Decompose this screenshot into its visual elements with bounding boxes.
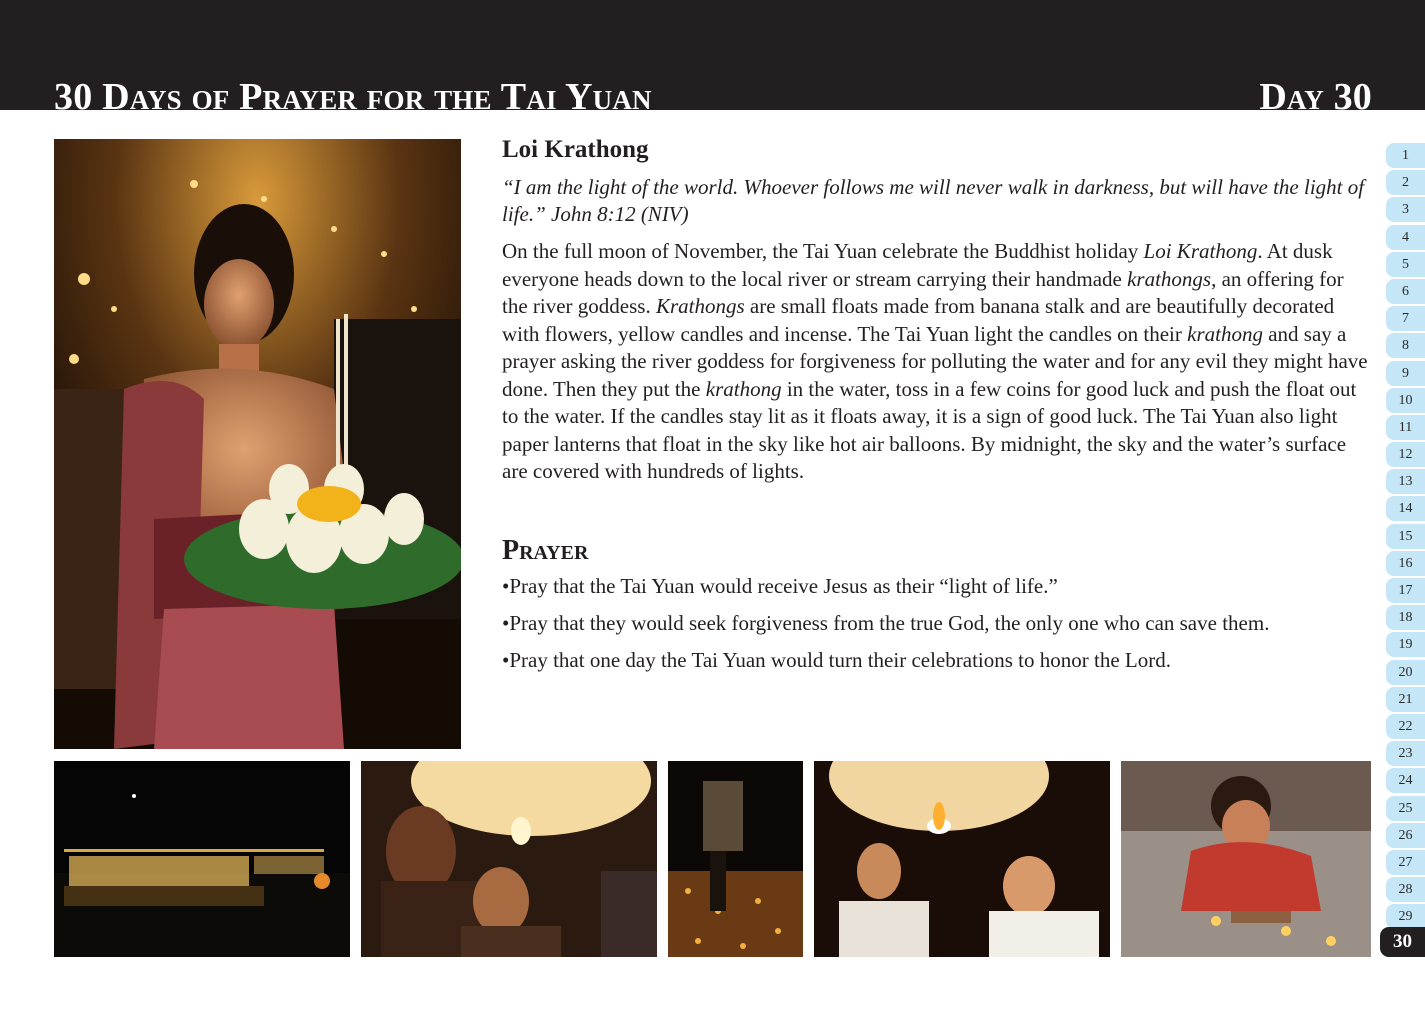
- tab-day-22[interactable]: 22: [1386, 714, 1425, 739]
- tab-day-4[interactable]: 4: [1386, 225, 1425, 250]
- body-text-segment: are small floats made from banana stalk and are beautifully decorated with flowers, yellow candles and incense. The Tai Yuan light the candles on their: [502, 294, 1335, 346]
- tab-day-15[interactable]: 15: [1386, 524, 1425, 549]
- prayer-heading: Prayer: [502, 534, 589, 566]
- photo-temple-candles: [668, 761, 803, 957]
- tab-day-1[interactable]: 1: [1386, 143, 1425, 168]
- italic-term: Loi Krathong: [1143, 239, 1258, 263]
- tab-day-27[interactable]: 27: [1386, 850, 1425, 875]
- tab-day-30-active[interactable]: 30: [1380, 927, 1425, 957]
- day-label: Day 30: [1259, 76, 1372, 110]
- tab-day-12[interactable]: 12: [1386, 442, 1425, 467]
- tab-day-8[interactable]: 8: [1386, 333, 1425, 358]
- article-body: [502, 238, 1372, 486]
- tab-day-18[interactable]: 18: [1386, 605, 1425, 630]
- tab-day-25[interactable]: 25: [1386, 796, 1425, 821]
- italic-term: krathong: [1187, 321, 1263, 346]
- scripture-quote: “I am the light of the world. Whoever follows me will never walk in darkness, but will have the light of life.” John 8:12 (NIV): [502, 175, 1365, 226]
- article-subtitle: Loi Krathong: [502, 136, 649, 163]
- tab-day-28[interactable]: 28: [1386, 877, 1425, 902]
- tab-day-13[interactable]: 13: [1386, 469, 1425, 494]
- photo-lantern-release: [361, 761, 657, 957]
- tab-day-24[interactable]: 24: [1386, 768, 1425, 793]
- tab-day-21[interactable]: 21: [1386, 687, 1425, 712]
- photo-women-lantern: [814, 761, 1110, 957]
- tab-day-20[interactable]: 20: [1386, 660, 1425, 685]
- tab-day-17[interactable]: 17: [1386, 578, 1425, 603]
- photo-boy-candles: [1121, 761, 1371, 957]
- tab-day-11[interactable]: 11: [1386, 415, 1425, 440]
- tab-day-2[interactable]: 2: [1386, 170, 1425, 195]
- page-header: [0, 0, 1425, 110]
- prayer-item: •Pray that one day the Tai Yuan would turn their celebrations to honor the Lord.: [502, 647, 1171, 672]
- body-text-segment: in the water, toss in a few coins for good luck and push the float out to the water. If the candles stay lit as it floats away, it is a sign of good luck. The Tai Yuan also light paper lanterns that float in the sky like hot air balloons. By midnight, the sky and the water’s surface are covered with hundreds of lights.: [502, 376, 1357, 483]
- tab-day-3[interactable]: 3: [1386, 197, 1425, 222]
- article-content: [502, 134, 1372, 683]
- tab-day-23[interactable]: 23: [1386, 741, 1425, 766]
- body-text-segment: On the full moon of November, the Tai Yuan celebrate the Buddhist holiday: [502, 239, 1144, 263]
- main-photo-woman-krathong: [54, 139, 461, 749]
- body-text-segment: and say a prayer asking the river goddess for forgiveness for polluting the water and for any evil they might have done. Then they put the: [502, 321, 1368, 401]
- prayer-item: •Pray that they would seek forgiveness from the true God, the only one who can save them.: [502, 610, 1270, 635]
- tab-day-19[interactable]: 19: [1386, 632, 1425, 657]
- tab-day-29[interactable]: 29: [1386, 904, 1425, 929]
- italic-term: krathong: [705, 376, 782, 401]
- italic-term: Krathongs: [655, 294, 745, 318]
- day-tabs: [1386, 143, 1425, 931]
- page-title: 30 Days of Prayer for the Tai Yuan: [54, 76, 652, 110]
- tab-day-16[interactable]: 16: [1386, 551, 1425, 576]
- tab-day-26[interactable]: 26: [1386, 823, 1425, 848]
- body-text-segment: , an offering for the river goddess.: [502, 266, 1344, 318]
- tab-day-9[interactable]: 9: [1386, 361, 1425, 386]
- prayer-item: •Pray that the Tai Yuan would receive Jesus as their “light of life.”: [502, 573, 1058, 598]
- tab-day-7[interactable]: 7: [1386, 306, 1425, 331]
- photo-river-lights: [54, 761, 350, 957]
- tab-day-10[interactable]: 10: [1386, 388, 1425, 413]
- tab-day-6[interactable]: 6: [1386, 279, 1425, 304]
- tab-day-14[interactable]: 14: [1386, 496, 1425, 521]
- body-text-segment: . At dusk everyone heads down to the local river or stream carrying their handmade: [502, 239, 1333, 291]
- tab-day-5[interactable]: 5: [1386, 252, 1425, 277]
- italic-term: krathongs: [1127, 266, 1212, 291]
